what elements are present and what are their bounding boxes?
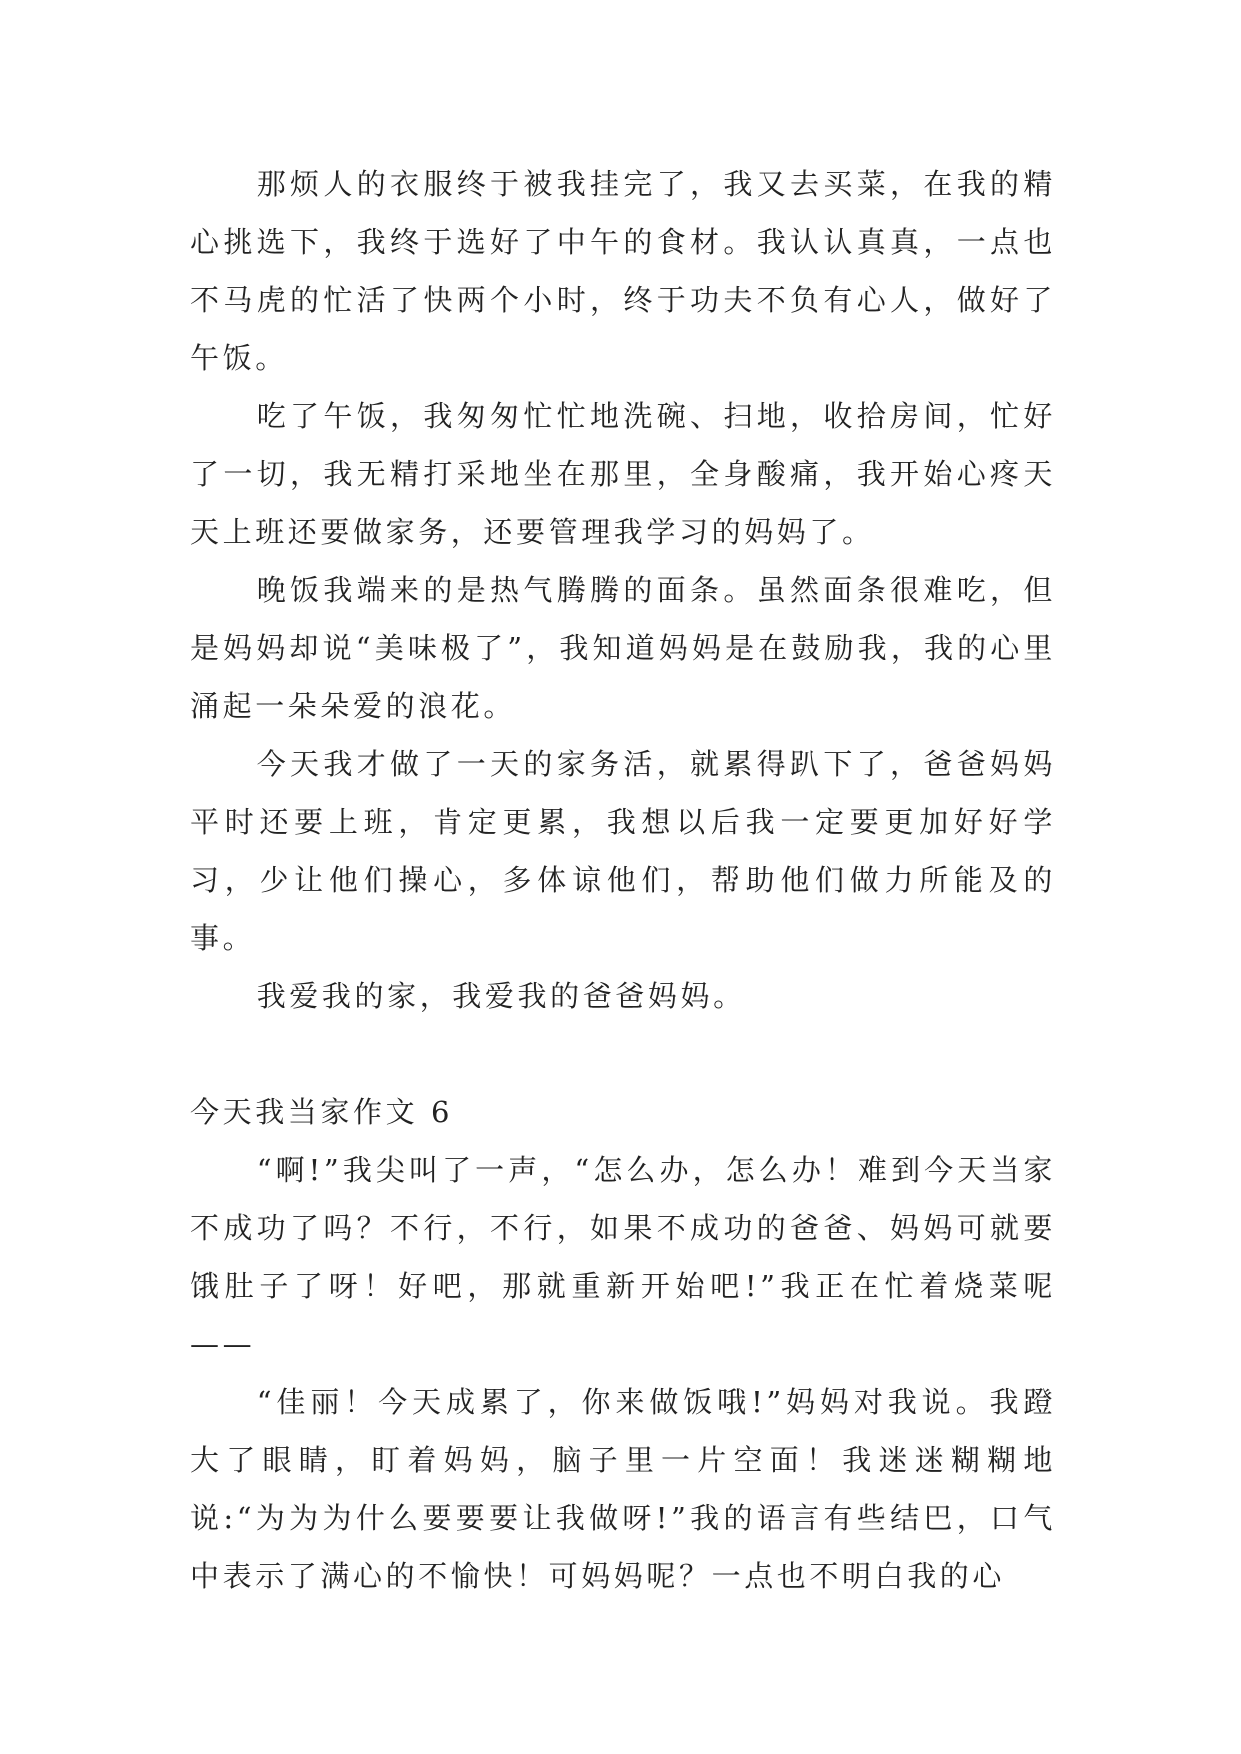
paragraph-tired-reflection: 今天我才做了一天的家务活，就累得趴下了，爸爸妈妈平时还要上班，肯定更累，我想以后我一定要更加好好学习，少让他们操心，多体谅他们，帮助他们做力所能及的事。 [190,747,1056,955]
paragraph-hanging-clothes: 那烦人的衣服终于被我挂完了，我又去买菜，在我的精心挑选下，我终于选好了中午的食材。我认认真真，一点也不马虎的忙活了快两个小时，终于功夫不负有心人，做好了午饭。 [190,167,1056,375]
paragraph-after-lunch: 吃了午饭，我匆匆忙忙地洗碗、扫地，收拾房间，忙好了一切，我无精打采地坐在那里，全身酸痛，我开始心疼天天上班还要做家务，还要管理我学习的妈妈了。 [190,399,1056,549]
section-spacer [190,1025,1056,1083]
paragraph-mom-asks: “佳丽！今天成累了，你来做饭哦!”妈妈对我说。我蹬大了眼睛，盯着妈妈，脑子里一片空面！我迷迷糊糊地说:“为为为什么要要要让我做呀!”我的语言有些结巴，口气中表示了满心的不愉快！可妈妈呢？一点也不明白我的心 [190,1385,1056,1593]
paragraph-scream: “啊!”我尖叫了一声，“怎么办，怎么办！难到今天当家不成功了吗？不行，不行，如果不成功的爸爸、妈妈可就要饿肚子了呀！好吧，那就重新开始吧!”我正在忙着烧菜呢—— [190,1153,1056,1361]
paragraph-dinner-noodles: 晚饭我端来的是热气腾腾的面条。虽然面条很难吃，但是妈妈却说“美味极了”，我知道妈妈是在鼓励我，我的心里涌起一朵朵爱的浪花。 [190,573,1056,723]
section-title: 今天我当家作文 6 [190,1095,454,1129]
document-body [190,155,1056,1605]
paragraph-love-family: 我爱我的家，我爱我的爸爸妈妈。 [256,979,746,1013]
